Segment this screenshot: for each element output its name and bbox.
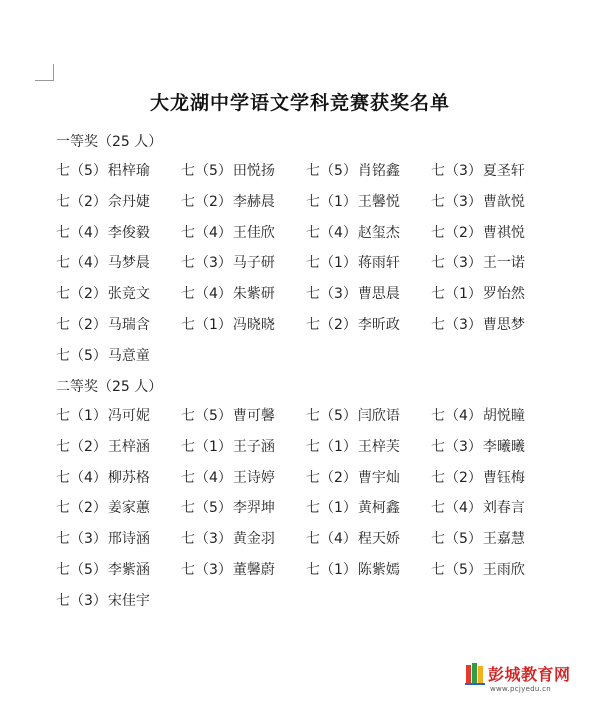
list-item	[431, 161, 556, 192]
class-label: 七（3）	[431, 163, 482, 179]
class-label: 七（3）	[181, 531, 232, 548]
class-label: 七（1）	[181, 316, 232, 333]
list-item	[431, 223, 556, 254]
class-label: 七（1）	[306, 561, 357, 578]
class-label: 七（5）	[431, 531, 482, 548]
class-label: 七（1）	[56, 408, 107, 424]
list-item	[306, 498, 431, 529]
class-label: 七（4）	[431, 408, 482, 424]
student-name: 李昕政	[357, 316, 400, 333]
student-name: 黄金羽	[232, 531, 275, 548]
class-label: 七（4）	[56, 255, 107, 272]
list-item	[56, 223, 181, 254]
section-heading-first-prize: 一等奖（25 人）	[56, 134, 163, 150]
class-label: 七（2）	[181, 193, 232, 210]
student-name: 王佳欣	[232, 224, 275, 241]
list-item	[431, 406, 556, 437]
list-item	[56, 284, 181, 315]
student-name: 姜家蕙	[107, 500, 150, 517]
student-name: 董馨蔚	[232, 561, 275, 578]
student-name: 罗怡然	[482, 286, 525, 303]
class-label: 七（2）	[56, 286, 107, 303]
list-item	[306, 253, 431, 284]
class-label: 七（4）	[56, 469, 107, 486]
student-name: 李曦曦	[482, 438, 525, 455]
list-item	[56, 346, 181, 377]
list-item	[306, 223, 431, 254]
class-label: 七（2）	[56, 193, 107, 210]
class-label: 七（4）	[181, 286, 232, 303]
class-label: 七（4）	[181, 224, 232, 241]
list-item	[56, 529, 181, 560]
student-name: 邢诗涵	[107, 531, 150, 548]
class-label: 七（2）	[431, 469, 482, 486]
class-label: 七（3）	[56, 531, 107, 548]
list-item	[181, 161, 306, 192]
student-name: 赵玺杰	[357, 224, 400, 241]
student-name: 张竞文	[107, 286, 150, 303]
class-label: 七（5）	[56, 347, 107, 364]
list-item	[431, 560, 556, 591]
list-item	[431, 529, 556, 560]
student-name: 曹宇灿	[357, 469, 400, 486]
page-corner-mark	[35, 64, 54, 81]
list-item	[56, 406, 181, 437]
list-item	[56, 253, 181, 284]
watermark-url: www.pcjyedu.cn	[490, 685, 552, 693]
class-label: 七（2）	[431, 224, 482, 241]
section-heading-second-prize: 二等奖（25 人）	[56, 379, 163, 395]
student-name: 夏圣轩	[482, 163, 525, 179]
list-item	[431, 253, 556, 284]
watermark	[464, 660, 584, 700]
student-name: 程天娇	[357, 531, 400, 548]
student-name: 刘春言	[482, 500, 525, 517]
student-name: 王一诺	[482, 255, 525, 272]
list-item	[56, 591, 181, 622]
class-label: 七（3）	[431, 438, 482, 455]
list-item	[181, 468, 306, 499]
student-name: 田悦扬	[232, 163, 275, 179]
student-name: 王梓涵	[107, 438, 150, 455]
student-name: 王雨欣	[482, 561, 525, 578]
student-name: 王诗婷	[232, 469, 275, 486]
student-name: 马梦晨	[107, 255, 150, 272]
list-item	[306, 284, 431, 315]
student-name: 曹钰梅	[482, 469, 525, 486]
list-item	[56, 468, 181, 499]
student-name: 蒋雨轩	[357, 255, 400, 272]
list-item	[181, 498, 306, 529]
student-name: 陈紫嫣	[357, 561, 400, 578]
class-label: 七（4）	[306, 531, 357, 548]
student-name: 胡悦瞳	[482, 408, 525, 424]
student-name: 李紫涵	[107, 561, 150, 578]
class-label: 七（4）	[431, 500, 482, 517]
class-label: 七（1）	[306, 255, 357, 272]
student-name: 王子涵	[232, 438, 275, 455]
list-item	[181, 223, 306, 254]
class-label: 七（1）	[431, 286, 482, 303]
class-label: 七（3）	[431, 316, 482, 333]
class-label: 七（5）	[431, 561, 482, 578]
list-item	[306, 468, 431, 499]
class-label: 七（5）	[181, 408, 232, 424]
class-label: 七（4）	[306, 224, 357, 241]
class-label: 七（2）	[56, 500, 107, 517]
list-item	[181, 437, 306, 468]
list-item	[181, 315, 306, 346]
class-label: 七（2）	[306, 316, 357, 333]
list-item	[181, 406, 306, 437]
list-item	[181, 192, 306, 223]
class-label: 七（5）	[181, 500, 232, 517]
class-label: 七（4）	[56, 224, 107, 241]
list-item	[56, 437, 181, 468]
student-name: 马瑞含	[107, 316, 150, 333]
student-name: 王馨悦	[357, 193, 400, 210]
class-label: 七（1）	[306, 193, 357, 210]
student-name: 马意童	[107, 347, 150, 364]
class-label: 七（1）	[306, 500, 357, 517]
book-logo-icon	[464, 662, 486, 686]
class-label: 七（2）	[56, 316, 107, 333]
student-name: 黄柯鑫	[357, 500, 400, 517]
class-label: 七（3）	[306, 286, 357, 303]
class-label: 七（5）	[306, 163, 357, 179]
class-label: 七（3）	[431, 255, 482, 272]
class-label: 七（5）	[181, 163, 232, 179]
class-label: 七（4）	[181, 469, 232, 486]
student-name: 王梓芙	[357, 438, 400, 455]
list-item	[56, 498, 181, 529]
list-item	[306, 315, 431, 346]
class-label: 七（3）	[56, 592, 107, 609]
student-name: 李羿坤	[232, 500, 275, 517]
list-item	[56, 560, 181, 591]
class-label: 七（3）	[431, 193, 482, 210]
class-label: 七（2）	[306, 469, 357, 486]
class-label: 七（2）	[56, 438, 107, 455]
list-item	[56, 315, 181, 346]
class-label: 七（1）	[306, 438, 357, 455]
list-item	[431, 315, 556, 346]
second-prize-list	[56, 406, 556, 622]
list-item	[306, 161, 431, 192]
list-item	[181, 529, 306, 560]
student-name: 曹祺悦	[482, 224, 525, 241]
student-name: 马子研	[232, 255, 275, 272]
list-item	[181, 284, 306, 315]
student-name: 冯可妮	[107, 408, 150, 424]
student-name: 肖铭鑫	[357, 163, 400, 179]
student-name: 柳苏格	[107, 469, 150, 486]
student-name: 朱紫研	[232, 286, 275, 303]
student-name: 曹思晨	[357, 286, 400, 303]
list-item	[431, 192, 556, 223]
student-name: 曹歆悦	[482, 193, 525, 210]
class-label: 七（1）	[181, 438, 232, 455]
class-label: 七（5）	[56, 163, 107, 179]
first-prize-list	[56, 161, 556, 377]
list-item	[181, 253, 306, 284]
list-item	[56, 192, 181, 223]
list-item	[181, 560, 306, 591]
student-name: 稆梓瑜	[107, 163, 150, 179]
class-label: 七（5）	[306, 408, 357, 424]
student-name: 佘丹婕	[107, 193, 150, 210]
student-name: 曹可馨	[232, 408, 275, 424]
list-item	[306, 560, 431, 591]
student-name: 宋佳宇	[107, 592, 150, 609]
class-label: 七（3）	[181, 561, 232, 578]
class-label: 七（3）	[181, 255, 232, 272]
list-item	[431, 437, 556, 468]
list-item	[431, 498, 556, 529]
class-label: 七（5）	[56, 561, 107, 578]
student-name: 曹思梦	[482, 316, 525, 333]
list-item	[306, 192, 431, 223]
document-title: 大龙湖中学语文学科竞赛获奖名单	[149, 92, 450, 114]
student-name: 李赫晨	[232, 193, 275, 210]
list-item	[306, 437, 431, 468]
student-name: 闫欣语	[357, 408, 400, 424]
student-name: 王嘉慧	[482, 531, 525, 548]
watermark-brand: 彭城教育网	[488, 665, 571, 684]
list-item	[306, 529, 431, 560]
list-item	[431, 468, 556, 499]
list-item	[56, 161, 181, 192]
student-name: 冯晓晓	[232, 316, 275, 333]
list-item	[431, 284, 556, 315]
student-name: 李俊毅	[107, 224, 150, 241]
list-item	[306, 406, 431, 437]
